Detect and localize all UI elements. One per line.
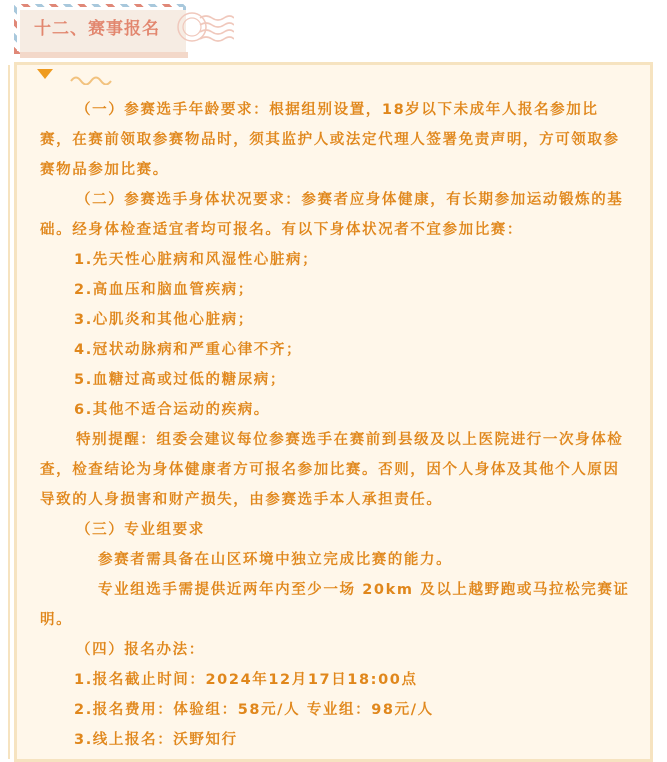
pro-group-proof: 专业组选手需提供近两年内至少一场 20km 及以上越野跑或马拉松完赛证明。 xyxy=(40,582,630,628)
registration-item: 2.报名费用：体验组：58元/人 专业组：98元/人 xyxy=(74,702,434,718)
postmark-icon xyxy=(176,8,234,46)
condition-item: 3.心肌炎和其他心脏病； xyxy=(74,312,254,328)
health-requirement-paragraph: （二）参赛选手身体状况要求：参赛者应身体健康，有长期参加运动锻炼的基础。经身体检查适宜者均可报名。有以下身体状况者不宜参加比赛： xyxy=(40,192,624,238)
triangle-down-icon xyxy=(37,69,53,81)
wave-icon xyxy=(69,73,113,85)
age-requirement-paragraph: （一）参赛选手年龄要求：根据组别设置，18岁以下未成年人报名参加比赛，在赛前领取参赛物品时，须其监护人或法定代理人签署免责声明，方可领取参赛物品参加比赛。 xyxy=(40,102,620,178)
registration-heading: （四）报名办法： xyxy=(76,642,205,658)
condition-item: 2.高血压和脑血管疾病； xyxy=(74,282,254,298)
registration-item: 1.报名截止时间：2024年12月17日18:00点 xyxy=(74,672,418,688)
pro-group-line: 参赛者需具备在山区环境中独立完成比赛的能力。 xyxy=(98,552,453,568)
section-title: 十二、赛事报名 xyxy=(34,19,160,39)
condition-item: 6.其他不适合运动的疾病。 xyxy=(74,402,270,418)
special-reminder-paragraph: 特别提醒：组委会建议每位参赛选手在赛前到县级及以上医院进行一次身体检查，检查结论为身体健康者方可报名参加比赛。否则，因个人身体及其他个人原因导致的人身损害和财产损失，由参赛选手本人承担责任。 xyxy=(40,432,624,508)
condition-item: 1.先天性心脏病和风湿性心脏病； xyxy=(74,252,319,268)
registration-item: 3.线上报名：沃野知行 xyxy=(74,732,238,748)
content-panel xyxy=(14,62,653,762)
condition-item: 4.冠状动脉病和严重心律不齐； xyxy=(74,342,303,358)
condition-item: 5.血糖过高或过低的糖尿病； xyxy=(74,372,286,388)
stamp-shadow xyxy=(20,52,188,58)
stamp-inner xyxy=(20,10,186,54)
pro-group-heading: （三）专业组要求 xyxy=(76,522,205,538)
content-body xyxy=(40,95,630,755)
section-header-stamp xyxy=(14,4,192,60)
